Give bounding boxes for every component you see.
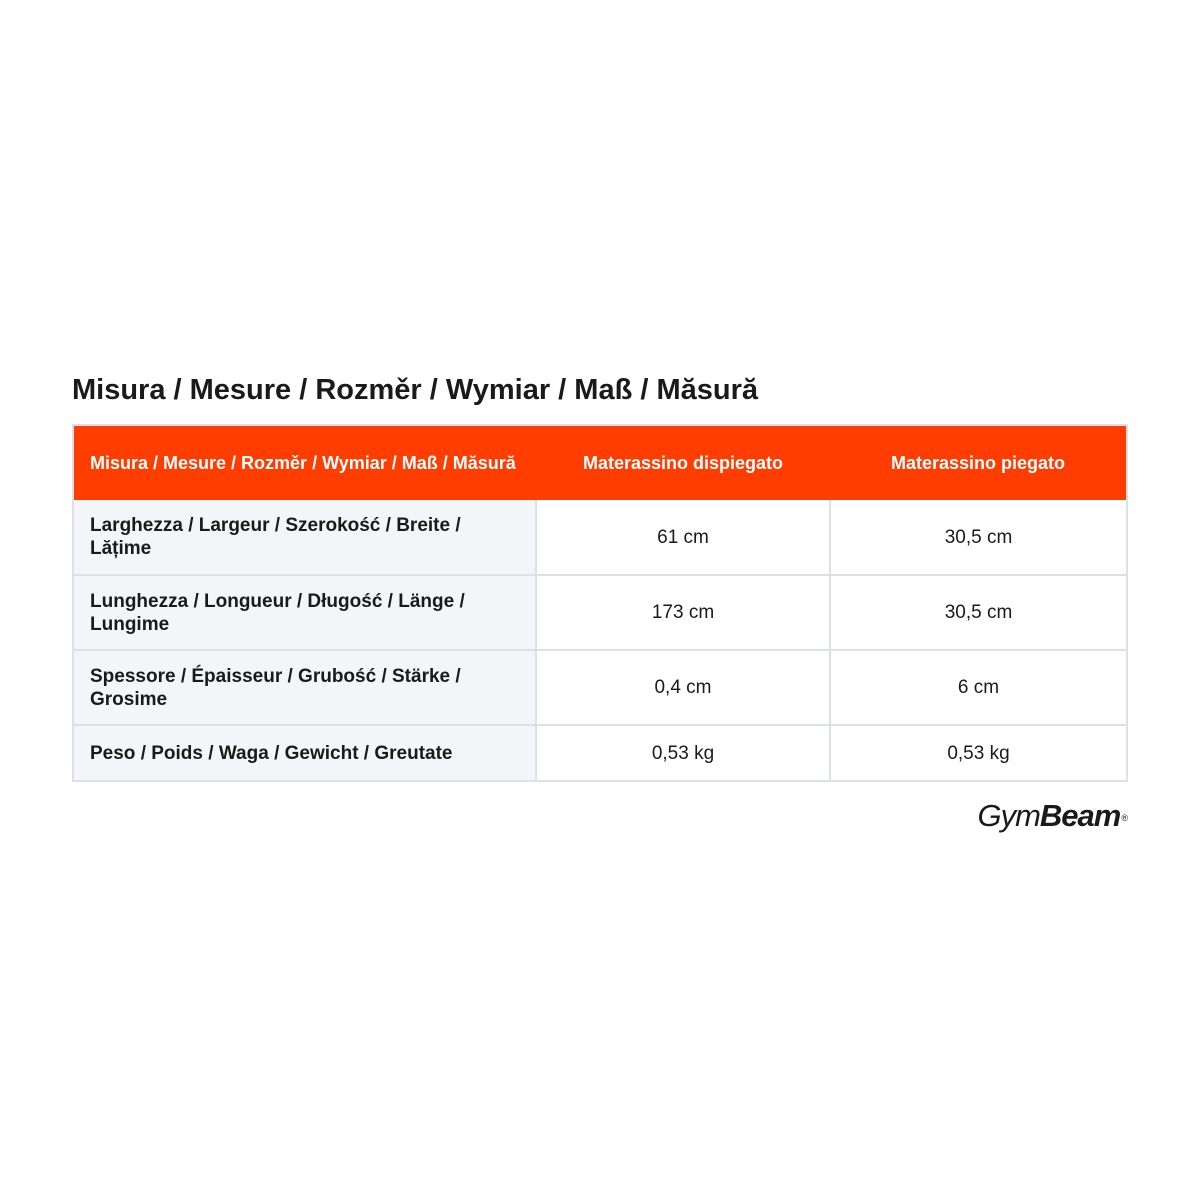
table-row <box>74 500 1126 575</box>
cell-width-unfolded: 61 cm <box>536 500 830 575</box>
table-header-row <box>74 426 1126 500</box>
logo-text-beam: Beam <box>1039 798 1121 833</box>
table-row <box>74 575 1126 650</box>
table-row <box>74 725 1126 780</box>
cell-thickness-unfolded: 0,4 cm <box>536 650 830 725</box>
registered-mark: ® <box>1121 813 1128 823</box>
gymbeam-logo <box>977 798 1128 834</box>
row-label-thickness: Spessore / Épaisseur / Grubość / Stärke / Grosime <box>74 650 536 725</box>
header-cell-measure: Misura / Mesure / Rozměr / Wymiar / Maß / Măsură <box>74 426 536 500</box>
header-cell-folded: Materassino piegato <box>830 426 1126 500</box>
page-title: Misura / Mesure / Rozměr / Wymiar / Maß / Măsură <box>72 374 759 406</box>
cell-weight-folded: 0,53 kg <box>830 725 1126 780</box>
header-cell-unfolded: Materassino dispiegato <box>536 426 830 500</box>
size-table-container <box>72 424 1128 782</box>
cell-thickness-folded: 6 cm <box>830 650 1126 725</box>
cell-length-unfolded: 173 cm <box>536 575 830 650</box>
table-row <box>74 650 1126 725</box>
row-label-weight: Peso / Poids / Waga / Gewicht / Greutate <box>74 725 536 780</box>
cell-width-folded: 30,5 cm <box>830 500 1126 575</box>
logo-text-gym: Gym <box>977 798 1040 833</box>
size-table <box>74 426 1126 780</box>
row-label-width: Larghezza / Largeur / Szerokość / Breite / Lățime <box>74 500 536 575</box>
cell-length-folded: 30,5 cm <box>830 575 1126 650</box>
row-label-length: Lunghezza / Longueur / Długość / Länge / Lungime <box>74 575 536 650</box>
cell-weight-unfolded: 0,53 kg <box>536 725 830 780</box>
